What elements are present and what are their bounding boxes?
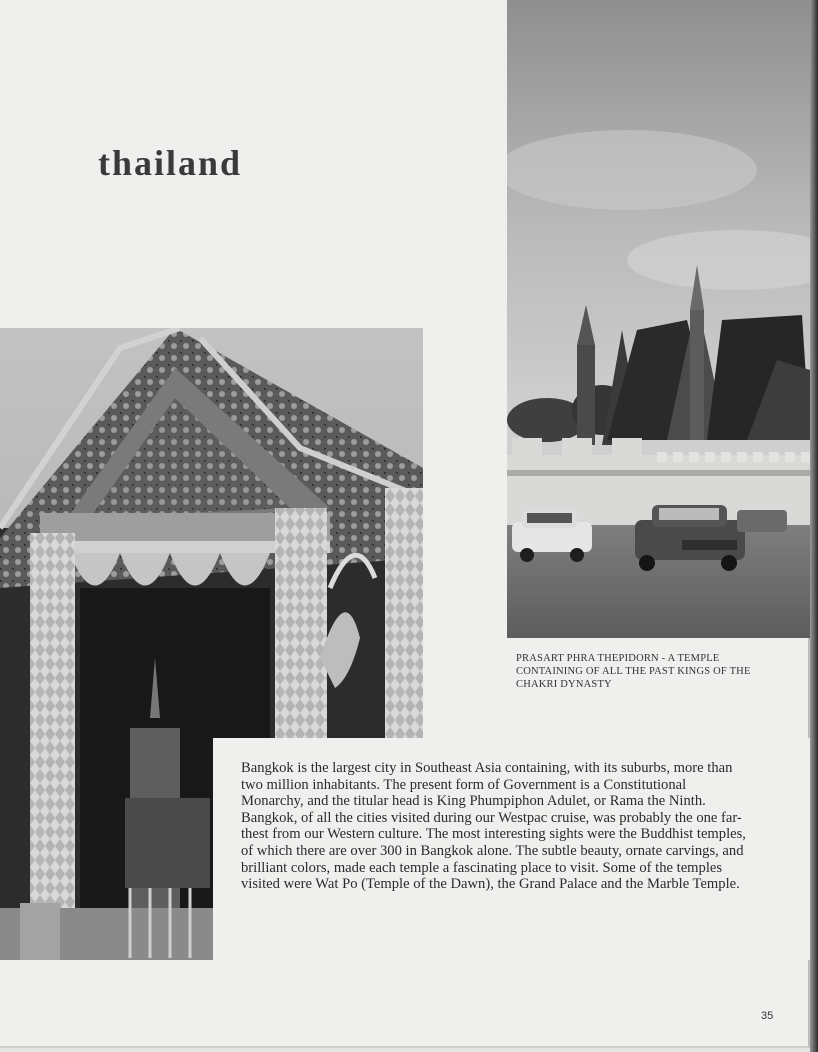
page-title: thailand: [98, 143, 243, 183]
article-body: Bangkok is the largest city in Southeast Asia containing, with its suburbs, more than two million inhabitants. The present form of Government is a Constitutional Monarchy, and the titular head is King Phumpiphon Adulet, or Rama the Ninth. Bangkok, of all the cities visited during our Westpac cruise, was probably the one far-thest from our Western culture. The most interesting sights were the Buddhist temples, of which there are over 300 in Bangkok alone. The subtle beauty, ornate carvings, and brilliant colors, made each temple a fascinating place to visit. Some of the temples visited were Wat Po (Temple of the Dawn), the Grand Palace and the Marble Temple.: [241, 760, 746, 893]
page-number: 35: [761, 1010, 774, 1022]
photo-caption: PRASART PHRA THEPIDORN - A TEMPLE CONTAINING OF ALL THE PAST KINGS OF THE CHAKRI DYNASTY: [516, 653, 751, 690]
page-edge: [810, 0, 818, 1052]
temple-street-photo: [507, 0, 810, 638]
